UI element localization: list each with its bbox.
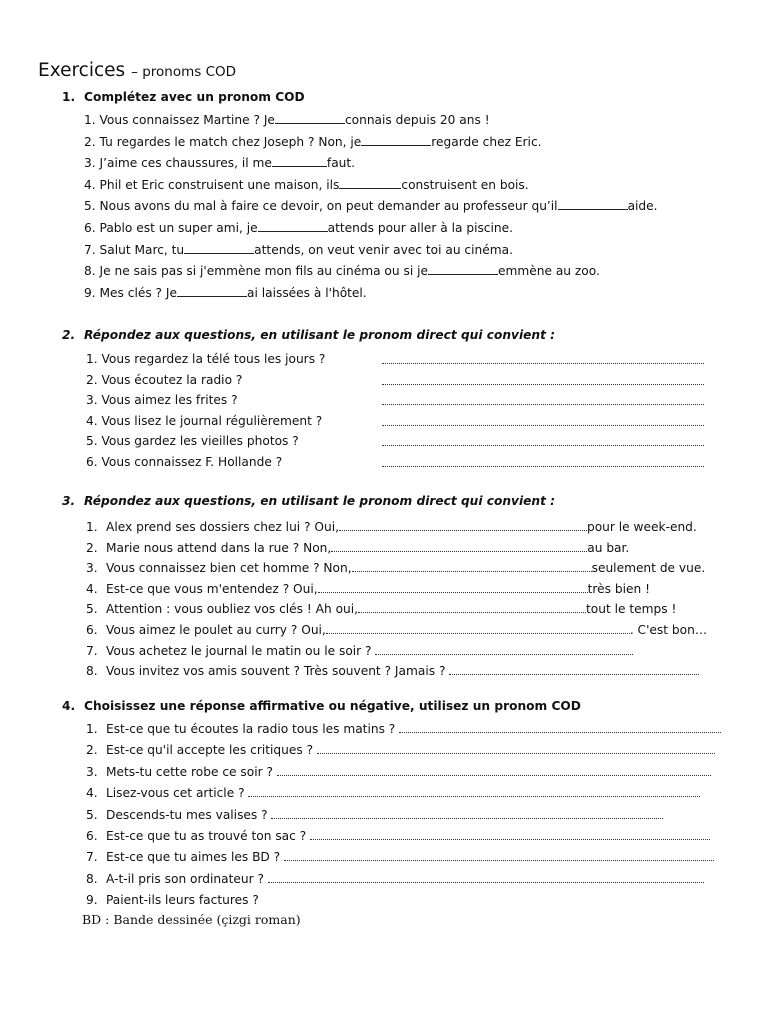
- exercise-item: [84, 285, 367, 301]
- answer-suffix: pour le week-end.: [586, 520, 697, 534]
- item-text-before: Mes clés ? Je: [99, 285, 177, 300]
- question-item: [86, 392, 238, 408]
- question-text: Mets-tu cette robe ce soir ?: [106, 764, 273, 779]
- answer-line[interactable]: [382, 384, 704, 385]
- answer-line[interactable]: [382, 425, 704, 426]
- item-text-before: Phil et Eric construisent une maison, ils: [99, 177, 340, 192]
- question-item: [86, 433, 299, 449]
- question-text: A-t-il pris son ordinateur ?: [106, 871, 264, 886]
- title-main: Exercices: [38, 60, 126, 81]
- title-subtitle: – pronoms COD: [131, 64, 237, 80]
- answer-line[interactable]: [318, 581, 588, 593]
- question-item: [86, 601, 676, 617]
- item-number: 5.: [86, 434, 98, 449]
- item-number: 6.: [86, 455, 98, 469]
- section-title-text: Complétez avec un pronom COD: [84, 90, 305, 104]
- answer-suffix: . C'est bon…: [629, 623, 708, 637]
- exercise-item: [84, 177, 529, 193]
- question-text: Est-ce que tu as trouvé ton sac ?: [106, 829, 307, 843]
- question-text: Vous lisez le journal régulièrement ?: [101, 413, 323, 428]
- section-number: 3.: [62, 494, 76, 508]
- question-item: [86, 372, 242, 388]
- item-text-after: connais depuis 20 ans !: [344, 113, 490, 127]
- question-item: [86, 560, 705, 576]
- answer-blank[interactable]: [177, 285, 247, 297]
- question-text: Paient-ils leurs factures ?: [106, 893, 259, 908]
- question-item: [86, 828, 710, 844]
- answer-line[interactable]: [326, 622, 630, 634]
- answer-blank[interactable]: [361, 134, 431, 146]
- answer-line[interactable]: [284, 849, 714, 861]
- item-number: 7.: [86, 643, 98, 658]
- item-number: 1.: [86, 722, 98, 736]
- question-text: Vous écoutez la radio ?: [101, 372, 243, 387]
- section-1-title: [62, 90, 305, 104]
- item-text-before: J’aime ces chaussures, il me: [99, 156, 272, 171]
- item-number: 5.: [86, 807, 98, 822]
- section-title-text: Répondez aux questions, en utilisant le pronom direct qui convient :: [84, 494, 556, 508]
- question-item: [86, 871, 704, 887]
- question-text: Descends-tu mes valises ?: [106, 807, 268, 822]
- exercise-item: [84, 220, 513, 236]
- item-number: 4.: [86, 786, 98, 801]
- answer-line[interactable]: [277, 764, 711, 776]
- item-number: 8.: [86, 871, 98, 886]
- item-text-after: aide.: [627, 199, 658, 214]
- answer-line[interactable]: [352, 560, 592, 572]
- item-number: 4.: [86, 581, 98, 596]
- section-2-title: [62, 328, 555, 342]
- question-item: [86, 807, 663, 823]
- item-text-after: attends, on veut venir avec toi au cinéma.: [254, 242, 513, 257]
- answer-blank[interactable]: [558, 198, 628, 210]
- answer-line[interactable]: [331, 540, 587, 552]
- question-text: Vous connaissez F. Hollande ?: [101, 455, 283, 469]
- item-number: 1.: [84, 113, 96, 127]
- section-number: 4.: [62, 699, 76, 713]
- question-text: Vous achetez le journal le matin ou le soir ?: [106, 643, 372, 658]
- question-item: [86, 764, 711, 780]
- item-text-after: regarde chez Eric.: [431, 134, 542, 149]
- section-number: 1.: [62, 90, 76, 104]
- answer-blank[interactable]: [258, 220, 328, 232]
- item-text-after: emmène au zoo.: [497, 264, 600, 279]
- item-number: 2.: [86, 743, 98, 758]
- answer-line[interactable]: [339, 519, 587, 531]
- answer-line[interactable]: [449, 663, 699, 675]
- answer-line[interactable]: [310, 828, 710, 840]
- item-number: 4.: [84, 177, 96, 192]
- item-number: 7.: [86, 850, 98, 865]
- answer-suffix: seulement de vue.: [591, 561, 706, 576]
- answer-blank[interactable]: [272, 155, 327, 167]
- question-text: Vous aimez les frites ?: [101, 393, 238, 408]
- question-text: Alex prend ses dossiers chez lui ? Oui,: [106, 520, 339, 534]
- item-number: 9.: [86, 893, 98, 908]
- question-item: [86, 643, 633, 659]
- question-item: [86, 663, 699, 679]
- question-text: Vous invitez vos amis souvent ? Très souvent ? Jamais ?: [106, 664, 446, 679]
- answer-line[interactable]: [248, 785, 700, 797]
- item-text-before: Vous connaissez Martine ? Je: [99, 113, 275, 127]
- answer-line[interactable]: [382, 363, 704, 364]
- exercise-item: [84, 242, 513, 258]
- question-text: Est-ce que vous m'entendez ? Oui,: [106, 581, 318, 596]
- question-item: [86, 622, 707, 638]
- section-4-title: [62, 699, 581, 713]
- question-text: Vous gardez les vieilles photos ?: [101, 434, 299, 449]
- answer-blank[interactable]: [428, 263, 498, 275]
- footnote: BD : Bande dessinée (çizgi roman): [82, 912, 301, 927]
- page-title: [38, 60, 236, 81]
- item-number: 2.: [86, 540, 98, 555]
- item-number: 4.: [86, 413, 98, 428]
- question-text: Attention : vous oubliez vos clés ! Ah oui,: [106, 602, 359, 617]
- exercise-item: [84, 263, 600, 279]
- question-text: Est-ce qu'il accepte les critiques ?: [106, 743, 314, 758]
- section-title-text: Choisissez une réponse affirmative ou négative, utilisez un pronom COD: [84, 699, 581, 713]
- item-number: 9.: [84, 285, 96, 300]
- question-item: [86, 742, 715, 758]
- item-number: 7.: [84, 242, 96, 257]
- question-text: Vous regardez la télé tous les jours ?: [101, 352, 326, 366]
- item-number: 3.: [86, 764, 98, 779]
- answer-suffix: au bar.: [587, 540, 630, 555]
- answer-blank[interactable]: [184, 242, 254, 254]
- exercise-item: [84, 198, 658, 214]
- item-text-after: attends pour aller à la piscine.: [327, 221, 513, 235]
- question-item: [86, 785, 700, 801]
- question-item: [86, 413, 322, 429]
- answer-line[interactable]: [317, 742, 715, 754]
- answer-line[interactable]: [268, 871, 704, 883]
- answer-blank[interactable]: [339, 177, 401, 189]
- item-number: 8.: [84, 264, 96, 279]
- answer-line[interactable]: [375, 643, 633, 655]
- question-text: Marie nous attend dans la rue ? Non,: [106, 540, 332, 555]
- item-text-after: construisent en bois.: [401, 177, 529, 192]
- item-number: 2.: [86, 372, 98, 387]
- item-number: 8.: [86, 664, 98, 679]
- question-text: Lisez-vous cet article ?: [106, 786, 245, 801]
- section-title-text: Répondez aux questions, en utilisant le pronom direct qui convient :: [84, 328, 556, 342]
- question-item: [86, 721, 721, 737]
- item-number: 3.: [86, 561, 98, 576]
- section-number: 2.: [62, 328, 76, 342]
- item-text-before: Salut Marc, tu: [99, 242, 185, 257]
- item-text-before: Pablo est un super ami, je: [99, 221, 258, 235]
- item-number: 1.: [86, 352, 98, 366]
- exercise-item: [84, 112, 490, 128]
- question-text: Vous connaissez bien cet homme ? Non,: [106, 561, 352, 576]
- question-item: [86, 454, 282, 470]
- question-text: Vous aimez le poulet au curry ? Oui,: [106, 623, 326, 637]
- answer-line[interactable]: [382, 466, 704, 467]
- item-number: 3.: [84, 156, 96, 171]
- exercise-item: [84, 155, 355, 171]
- question-item: [86, 849, 714, 865]
- question-item: [86, 892, 259, 908]
- answer-line[interactable]: [271, 807, 663, 819]
- question-item: [86, 351, 325, 367]
- answer-line[interactable]: [358, 601, 586, 613]
- item-text-after: faut.: [326, 156, 356, 171]
- item-number: 5.: [86, 602, 98, 617]
- answer-suffix: tout le temps !: [586, 602, 677, 617]
- item-number: 3.: [86, 393, 98, 408]
- item-text-before: Tu regardes le match chez Joseph ? Non, je: [99, 134, 362, 149]
- answer-suffix: très bien !: [587, 581, 650, 596]
- item-text-before: Nous avons du mal à faire ce devoir, on peut demander au professeur qu’il: [99, 199, 558, 214]
- answer-blank[interactable]: [275, 112, 345, 124]
- item-text-after: ai laissées à l'hôtel.: [247, 285, 367, 300]
- item-number: 1.: [86, 520, 98, 534]
- answer-line[interactable]: [382, 445, 704, 446]
- answer-line[interactable]: [399, 721, 721, 733]
- question-text: Est-ce que tu écoutes la radio tous les matins ?: [106, 722, 396, 736]
- exercise-item: [84, 134, 542, 150]
- item-number: 6.: [86, 623, 98, 637]
- question-item: [86, 581, 650, 597]
- answer-line[interactable]: [382, 404, 704, 405]
- item-number: 5.: [84, 199, 96, 214]
- question-item: [86, 540, 629, 556]
- item-number: 2.: [84, 134, 96, 149]
- question-item: [86, 519, 697, 535]
- item-text-before: Je ne sais pas si j'emmène mon fils au cinéma ou si je: [99, 264, 428, 279]
- section-3-title: [62, 494, 555, 508]
- question-text: Est-ce que tu aimes les BD ?: [106, 850, 281, 865]
- item-number: 6.: [84, 221, 96, 235]
- item-number: 6.: [86, 829, 98, 843]
